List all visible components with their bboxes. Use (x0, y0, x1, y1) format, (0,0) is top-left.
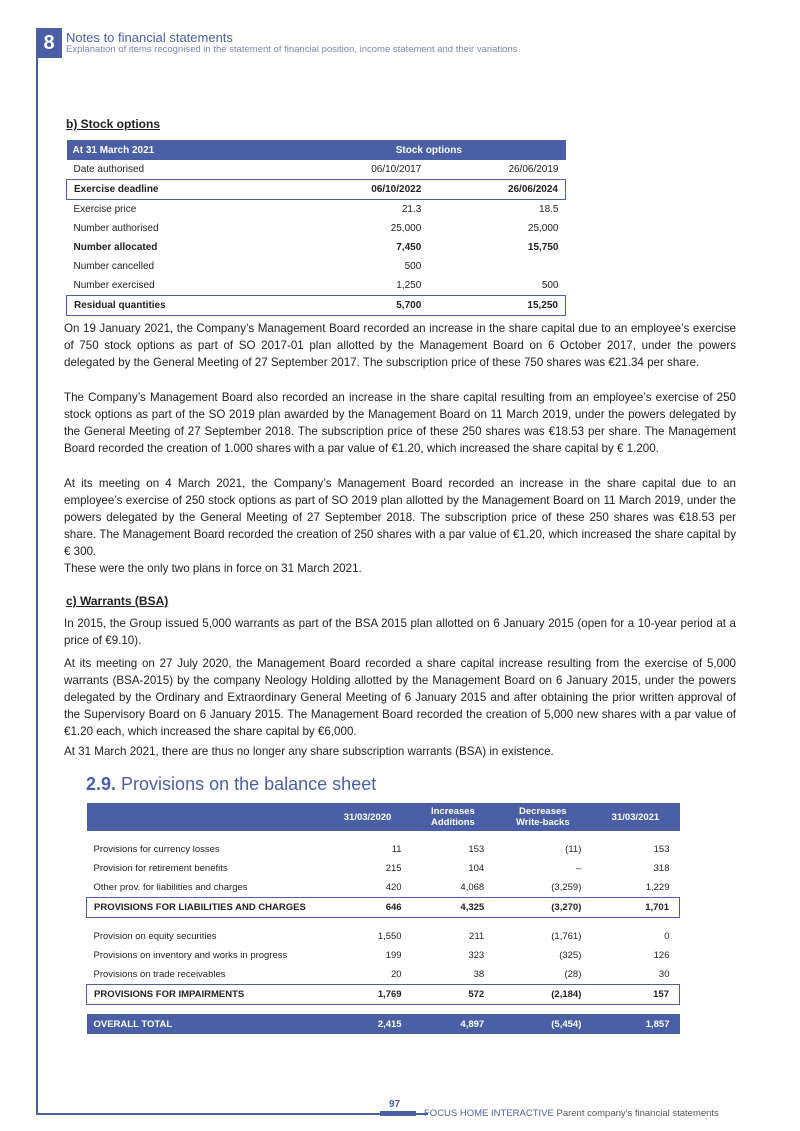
cell-value: 4,897 (412, 1014, 495, 1034)
header-cell-empty (87, 803, 324, 831)
spacer-row (87, 1005, 680, 1015)
table-row (87, 927, 680, 946)
total-row (87, 1014, 680, 1034)
paragraph: At its meeting on 4 March 2021, the Company’s Management Board recorded an increase in the share capital due to an employee’s exercise of 250 stock options as part of SO 2019 plan allotted by the Management Board on 11 March 2019, under the powers delegated by the General Meeting of 27 September 2018. The subscription price of these 250 shares was €18.53 per share. The Management Board recorded the creation of 250 shares with a par value of €1.20, which increased the share capital by € 300. (64, 477, 736, 558)
cell-value: 646 (324, 898, 412, 918)
cell-value: 500 (541, 280, 559, 291)
cell-value: – (576, 863, 582, 874)
subtotal-row (87, 898, 680, 918)
cell-value: 420 (385, 882, 402, 893)
column-header: Increases Additions (412, 803, 495, 831)
cell-value: 126 (653, 950, 670, 961)
table-row (67, 296, 566, 316)
cell-value: (5,454) (494, 1014, 591, 1034)
stock-options-header-left: At 31 March 2021 (67, 140, 293, 160)
cell-value: 2,415 (324, 1014, 412, 1034)
cell-value: 323 (468, 950, 485, 961)
row-label: Number exercised (73, 280, 155, 291)
paragraph: The Company’s Management Board also recorded an increase in the share capital resulting from an employee’s exercise of 250 stock options as part of the SO 2019 plan awarded by the Management Board on 11 March 2019, under the powers delegated by the General Meeting of 27 September 2018. The subscription price of these 250 shares was €18.53 per share. The Management Board recorded the creation of 1.000 shares with a par value of €1.20, which increased the share capital by € 1.200. (64, 391, 736, 455)
cell-value: 199 (385, 950, 402, 961)
row-label: Provisions on inventory and works in progress (93, 950, 288, 961)
cell-value: 153 (468, 844, 485, 855)
cell-value (428, 257, 565, 276)
cell-value: 1,857 (591, 1014, 679, 1034)
table-row (87, 965, 680, 985)
cell-value: (2,184) (494, 985, 591, 1005)
cell-value: 4,325 (412, 898, 495, 918)
subtotal-row (87, 985, 680, 1005)
table-row (67, 160, 566, 180)
table-row (87, 859, 680, 878)
stock-options-header-right: Stock options (292, 140, 565, 160)
paragraph: At its meeting on 27 July 2020, the Management Board recorded a share capital increase resulting from the exercise of 5,000 warrants (BSA-2015) by the company Neology Holding allotted by the Management Board on 6 January 2015, under the powers delegated by the Ordinary and Extraordinary General Meeting of 6 January 2015 and after obtaining the prior written approval of the Supervisory Board on 6 January 2015. The Management Board recorded the creation of 5,000 new shares with a par value of €1.20 each, which increased the share capital by €6,000. (64, 657, 736, 738)
stock-options-header-row (67, 140, 566, 160)
footer-document: Parent company's financial statements (556, 1108, 719, 1119)
row-label: Provisions for currency losses (93, 844, 220, 855)
table-row (67, 180, 566, 200)
header-title: Notes to financial statements (66, 30, 233, 45)
page-number: 97 (389, 1099, 401, 1110)
cell-value: 26/06/2019 (508, 164, 559, 175)
cell-value: 153 (653, 844, 670, 855)
cell-value: (28) (564, 969, 582, 980)
cell-value: 104 (468, 863, 485, 874)
cell-value: (325) (559, 950, 582, 961)
row-label: Provisions on trade receivables (93, 969, 226, 980)
cell-value: 4,068 (460, 882, 485, 893)
cell-value: 20 (391, 969, 402, 980)
provisions-header-row (87, 803, 680, 831)
footer-text (424, 1108, 719, 1119)
column-header: 31/03/2021 (591, 803, 679, 831)
cell-value: 06/10/2022 (292, 180, 428, 200)
row-label: Number cancelled (73, 261, 155, 272)
cell-value: (3,259) (551, 882, 582, 893)
cell-value: 30 (658, 969, 670, 980)
cell-value: 21.3 (401, 204, 422, 215)
chapter-badge: 8 (36, 28, 62, 58)
page-frame-left (36, 38, 38, 1115)
table-row (67, 238, 566, 257)
paragraph: On 19 January 2021, the Company’s Management Board recorded an increase in the share capital due to an employee’s exercise of 750 stock options as part of SO 2017-01 plan allotted by the Management Board on 6 October 2017, under the powers delegated by the General Meeting of 27 September 2017. The subscription price of these 750 shares was €21.34 per share. (64, 322, 736, 369)
row-label: Provision on equity securities (93, 931, 217, 942)
row-label: Exercise deadline (67, 180, 293, 200)
table-row (87, 840, 680, 859)
cell-value: 5,700 (292, 296, 428, 316)
section-title (86, 774, 376, 795)
header-subtitle: Explanation of items recognised in the statement of financial position, income statement and their variations (66, 44, 518, 55)
stock-options-heading: b) Stock options (66, 117, 160, 131)
row-label: PROVISIONS FOR IMPAIRMENTS (87, 985, 324, 1005)
cell-value: 26/06/2024 (428, 180, 565, 200)
stock-options-table (66, 140, 566, 316)
cell-value: 25,000 (390, 223, 422, 234)
table-row (67, 200, 566, 220)
cell-value: 1,769 (324, 985, 412, 1005)
spacer-row (87, 831, 680, 840)
cell-value: 11 (391, 844, 402, 855)
page-frame-bottom (36, 1113, 428, 1115)
row-label: Number authorised (73, 223, 159, 234)
cell-value: 211 (469, 931, 485, 942)
cell-value: (11) (565, 844, 582, 855)
section-number: 2.9. (86, 774, 117, 794)
column-header: Decreases Write-backs (494, 803, 591, 831)
provisions-table (86, 803, 680, 1034)
cell-value: 15,250 (428, 296, 565, 316)
row-label: Residual quantities (67, 296, 293, 316)
table-row (67, 219, 566, 238)
cell-value: 215 (385, 863, 402, 874)
paragraph: At 31 March 2021, there are thus no longer any share subscription warrants (BSA) in existence. (64, 745, 554, 758)
footer-company: FOCUS HOME INTERACTIVE (424, 1108, 554, 1119)
row-label: Exercise price (73, 204, 137, 215)
row-label: Other prov. for liabilities and charges (93, 882, 248, 893)
table-row (87, 946, 680, 965)
cell-value: 15,750 (527, 242, 559, 253)
cell-value: 38 (473, 969, 485, 980)
cell-value: 1,250 (396, 280, 422, 291)
row-label: OVERALL TOTAL (87, 1014, 324, 1034)
cell-value: 1,550 (377, 931, 402, 942)
table-row (67, 276, 566, 296)
cell-value: 318 (653, 863, 670, 874)
cell-value: (3,270) (494, 898, 591, 918)
section-title-text: Provisions on the balance sheet (121, 774, 377, 794)
cell-value: 500 (404, 261, 422, 272)
cell-value: 7,450 (396, 242, 422, 253)
table-row (67, 257, 566, 276)
paragraph: In 2015, the Group issued 5,000 warrants as part of the BSA 2015 plan allotted on 6 January 2015 (open for a 10-year period at a price of €9.10). (64, 617, 736, 647)
cell-value: 1,701 (591, 898, 679, 918)
table-row (87, 878, 680, 898)
footer-accent-bar (380, 1111, 416, 1116)
cell-value: 25,000 (527, 223, 559, 234)
cell-value: 18.5 (539, 204, 559, 215)
row-label: Provision for retirement benefits (93, 863, 228, 874)
cell-value: 157 (591, 985, 679, 1005)
column-header: 31/03/2020 (324, 803, 412, 831)
cell-value: (1,761) (551, 931, 582, 942)
spacer-row (87, 918, 680, 928)
cell-value: 572 (412, 985, 495, 1005)
warrants-heading: c) Warrants (BSA) (66, 594, 169, 608)
row-label: PROVISIONS FOR LIABILITIES AND CHARGES (87, 898, 324, 918)
cell-value: 06/10/2017 (371, 164, 422, 175)
cell-value: 1,229 (645, 882, 670, 893)
paragraph: These were the only two plans in force on 31 March 2021. (64, 562, 362, 575)
row-label: Date authorised (73, 164, 145, 175)
cell-value: 0 (664, 931, 670, 942)
row-label: Number allocated (73, 242, 158, 253)
